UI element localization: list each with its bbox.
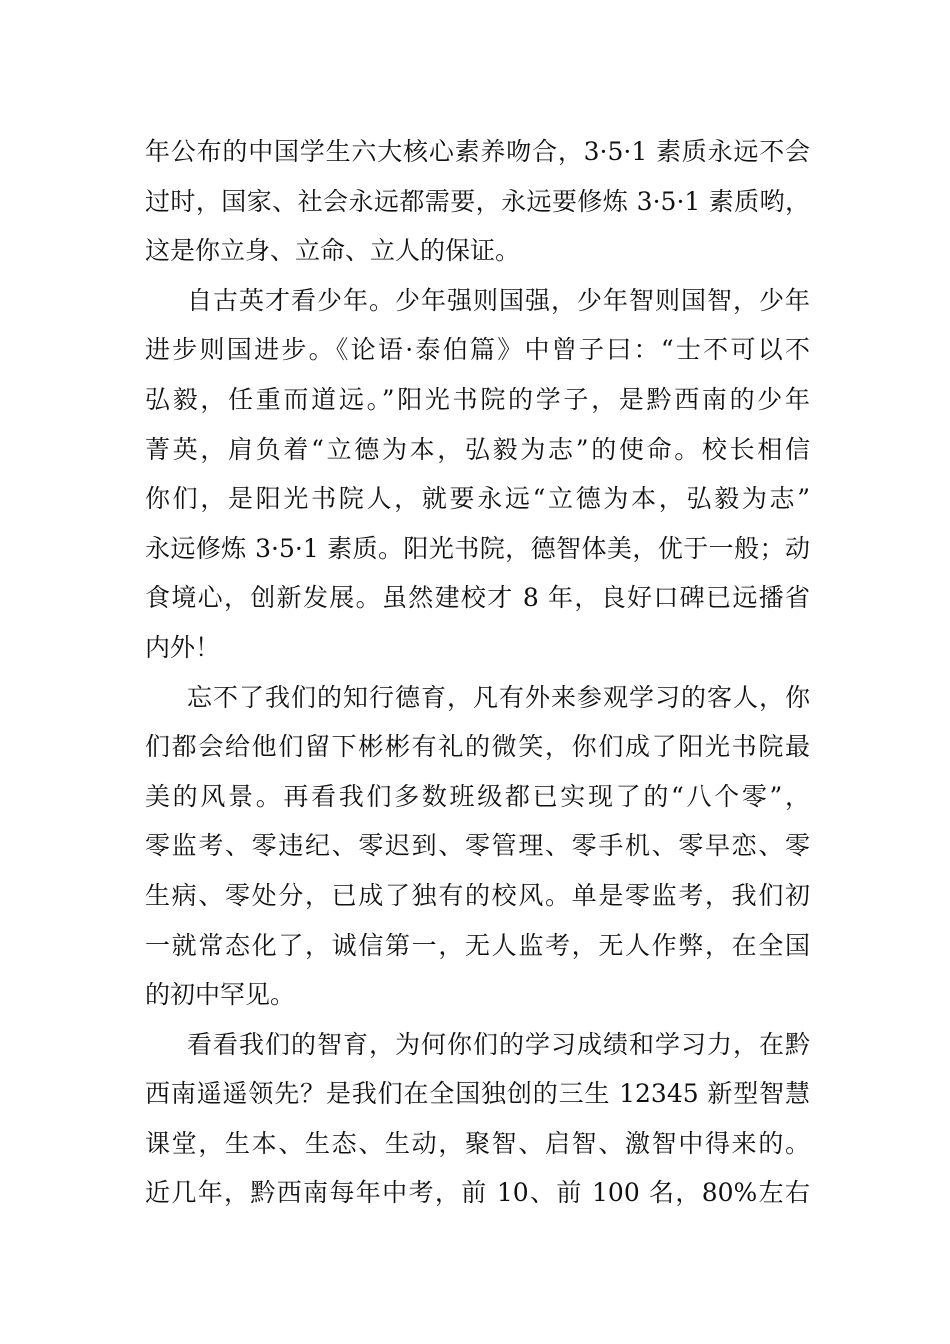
text-line: 这是你立身、立命、立人的保证。: [145, 236, 521, 266]
text-line: 过时，国家、社会永远都需要，永远要修炼 3·5·1 素质哟，: [145, 186, 810, 216]
text-line: 食境心，创新发展。虽然建校才 8 年，良好口碑已远播省: [145, 583, 810, 613]
text-line: 永远修炼 3·5·1 素质。阳光书院，德智体美，优于一般；动: [145, 533, 810, 563]
text-line: 西南遥遥领先？是我们在全国独创的三生 12345 新型智慧: [145, 1079, 810, 1109]
text-line: 看看我们的智育，为何你们的学习成绩和学习力，在黔: [187, 1029, 810, 1059]
paragraph: [145, 673, 810, 1020]
paragraph: [145, 276, 810, 673]
text-line: 菁英，肩负着“立德为本，弘毅为志”的使命。校长相信: [145, 434, 810, 464]
text-line: 自古英才看少年。少年强则国强，少年智则国智，少年: [187, 285, 810, 315]
text-line: 内外！: [145, 632, 221, 662]
text-line: 美的风景。再看我们多数班级都已实现了的“八个零”，: [145, 781, 810, 811]
text-line: 的初中罕见。: [145, 980, 296, 1010]
text-line: 你们，是阳光书院人，就要永远“立德为本，弘毅为志”: [145, 484, 810, 514]
text-line: 们都会给他们留下彬彬有礼的微笑，你们成了阳光书院最: [145, 732, 810, 762]
text-line: 近几年，黔西南每年中考，前 10、前 100 名，80%左右: [145, 1178, 810, 1208]
text-line: 课堂，生本、生态、生动，聚智、启智、激智中得来的。: [145, 1128, 810, 1158]
text-line: 生病、零处分，已成了独有的校风。单是零监考，我们初: [145, 880, 810, 910]
text-line: 弘毅，任重而道远。”阳光书院的学子，是黔西南的少年: [145, 384, 810, 414]
text-line: 进步则国进步。《论语·泰伯篇》中曾子曰：“士不可以不: [145, 335, 810, 365]
document-body: [145, 127, 810, 1218]
text-line: 零监考、零违纪、零迟到、零管理、零手机、零早恋、零: [145, 831, 810, 861]
text-line: 一就常态化了，诚信第一，无人监考，无人作弊，在全国: [145, 930, 810, 960]
text-line: 忘不了我们的知行德育，凡有外来参观学习的客人，你: [187, 682, 810, 712]
paragraph: [145, 127, 810, 276]
text-line: 年公布的中国学生六大核心素养吻合，3·5·1 素质永远不会: [145, 137, 810, 166]
paragraph: [145, 1020, 810, 1218]
